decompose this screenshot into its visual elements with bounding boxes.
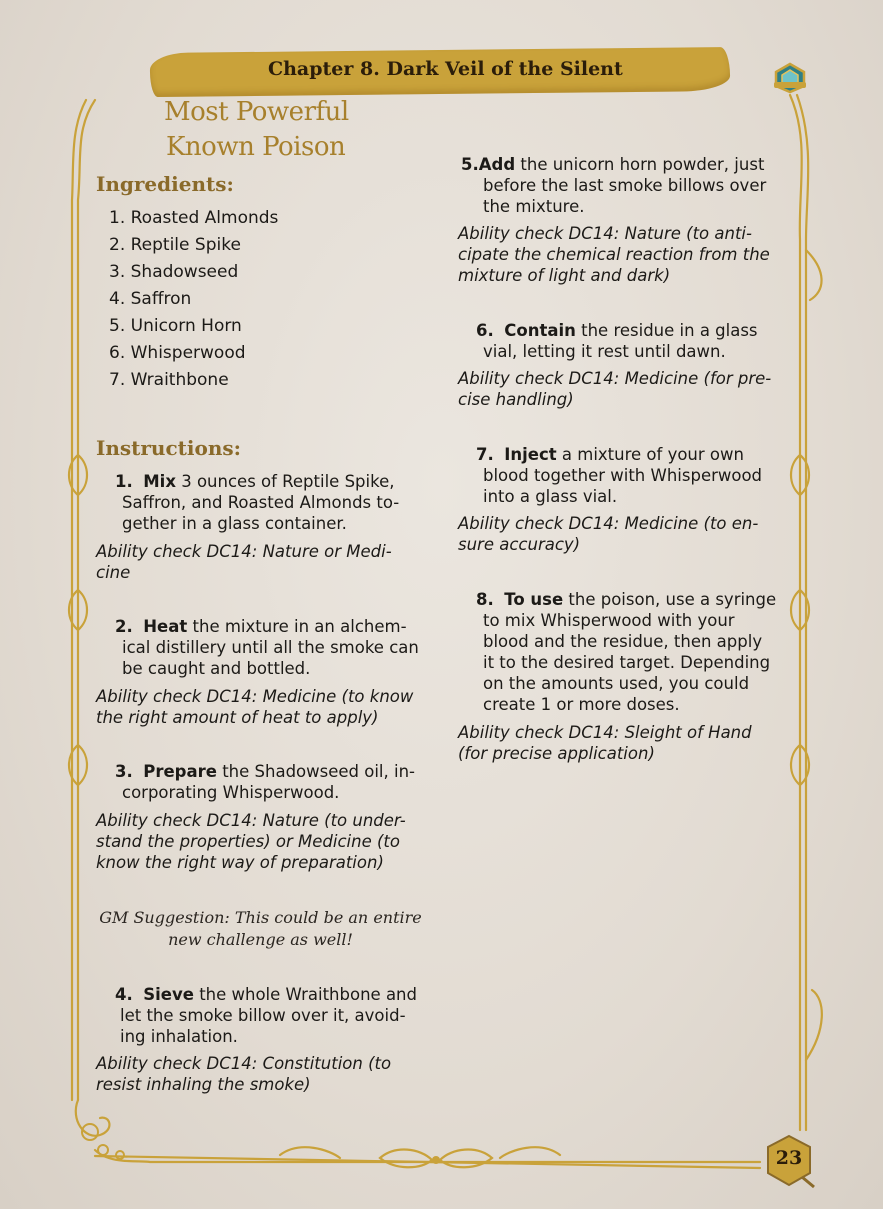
chapter-title: Chapter 8. Dark Veil of the Silent (268, 58, 623, 80)
ability-check-3 (96, 810, 421, 873)
step-text: corporating Whisperwood. (122, 783, 340, 802)
instructions-heading: Instructions: (96, 436, 242, 460)
step-2 (115, 616, 421, 679)
step-5 (461, 154, 783, 217)
step-text: the mixture. (483, 197, 585, 216)
check-text: cine (96, 563, 131, 582)
step-number: 1. (115, 472, 133, 491)
step-number: 7. (476, 445, 494, 464)
list-item: 5. Unicorn Horn (109, 316, 242, 336)
step-action: Contain (504, 321, 576, 340)
ability-check-6 (458, 368, 783, 410)
ingredients-list (109, 205, 278, 394)
list-item: 3. Shadowseed (109, 262, 239, 282)
step-text: let the smoke billow over it, avoid- (120, 1006, 406, 1025)
step-text: the whole Wraithbone and (199, 985, 417, 1004)
check-text: Ability check DC14: Medicine (to en- (458, 514, 759, 533)
step-action: Inject (504, 445, 557, 464)
step-action: Heat (143, 617, 188, 636)
recipe-title-line2: Known Poison (166, 132, 346, 162)
step-text: vial, letting it rest until dawn. (483, 342, 726, 361)
ability-check-8 (458, 722, 783, 764)
check-text: sure accuracy) (458, 535, 581, 554)
check-text: resist inhaling the smoke) (96, 1075, 311, 1094)
step-number: 4. (115, 985, 133, 1004)
step-action: Mix (143, 472, 176, 491)
ability-check-1 (96, 541, 421, 583)
step-text: into a glass vial. (483, 487, 618, 506)
step-text: the mixture in an alchem- (192, 617, 407, 636)
check-text: cipate the chemical reaction from the (458, 245, 770, 264)
step-number: 6. (476, 321, 494, 340)
recipe-title (164, 95, 424, 165)
step-text: be caught and bottled. (122, 659, 311, 678)
step-8 (476, 589, 783, 715)
chapter-emblem-icon (772, 62, 808, 94)
step-text: ical distillery until all the smoke can (122, 638, 419, 657)
step-action: Prepare (143, 762, 217, 781)
check-text: Ability check DC14: Nature or Medi- (96, 542, 392, 561)
step-4 (115, 984, 421, 1047)
step-number: 3. (115, 762, 133, 781)
step-text: the Shadowseed oil, in- (222, 762, 415, 781)
ability-check-4 (96, 1053, 421, 1095)
step-text: gether in a glass container. (122, 514, 347, 533)
step-text: on the amounts used, you could (483, 674, 750, 693)
page-number: 23 (775, 1147, 803, 1169)
check-text: mixture of light and dark) (458, 266, 671, 285)
check-text: (for precise application) (458, 744, 655, 763)
step-text: the residue in a glass (581, 321, 758, 340)
check-text: Ability check DC14: Sleight of Hand (458, 723, 752, 742)
step-3 (115, 761, 421, 803)
check-text: Ability check DC14: Medicine (to know (96, 687, 414, 706)
check-text: cise handling) (458, 390, 574, 409)
step-6 (476, 320, 783, 362)
list-item: 4. Saffron (109, 289, 192, 309)
step-number: 2. (115, 617, 133, 636)
step-number: 8. (476, 590, 494, 609)
list-item: 7. Wraithbone (109, 370, 229, 390)
gm-suggestion-text: GM Suggestion: This could be an entire (99, 908, 422, 927)
step-action: Sieve (143, 985, 194, 1004)
list-item: 6. Whisperwood (109, 343, 246, 363)
check-text: Ability check DC14: Nature (to under- (96, 811, 406, 830)
list-item: 2. Reptile Spike (109, 235, 241, 255)
step-text: a mixture of your own (561, 445, 744, 464)
check-text: Ability check DC14: Nature (to anti- (458, 224, 752, 243)
check-text: Ability check DC14: Constitution (to (96, 1054, 392, 1073)
step-text: blood together with Whisperwood (483, 466, 763, 485)
step-text: 3 ounces of Reptile Spike, (181, 472, 395, 491)
ornament-dot (432, 1156, 440, 1164)
step-text: ing inhalation. (120, 1027, 238, 1046)
step-number: 5. (461, 155, 479, 174)
ability-check-7 (458, 513, 783, 555)
step-7 (476, 444, 783, 507)
step-action: To use (504, 590, 564, 609)
step-text: create 1 or more doses. (483, 695, 680, 714)
ability-check-5 (458, 223, 783, 286)
list-item: 1. Roasted Almonds (109, 208, 279, 228)
step-text: to mix Whisperwood with your (483, 611, 735, 630)
gm-suggestion-text: new challenge as well! (168, 930, 353, 949)
check-text: stand the properties) or Medicine (to (96, 832, 401, 851)
step-text: it to the desired target. Depending (483, 653, 771, 672)
check-text: know the right way of preparation) (96, 853, 384, 872)
step-text: Saffron, and Roasted Almonds to- (122, 493, 400, 512)
check-text: Ability check DC14: Medicine (for pre- (458, 369, 772, 388)
step-text: the poison, use a syringe (568, 590, 777, 609)
step-action: Add (478, 155, 516, 174)
gm-suggestion (98, 907, 423, 951)
step-text: before the last smoke billows over (483, 176, 767, 195)
ingredients-heading: Ingredients: (96, 172, 234, 196)
ability-check-2 (96, 686, 421, 728)
step-1 (115, 471, 421, 534)
step-text: blood and the residue, then apply (483, 632, 763, 651)
step-text: the unicorn horn powder, just (520, 155, 765, 174)
check-text: the right amount of heat to apply) (96, 708, 379, 727)
recipe-title-line1: Most Powerful (164, 97, 349, 127)
